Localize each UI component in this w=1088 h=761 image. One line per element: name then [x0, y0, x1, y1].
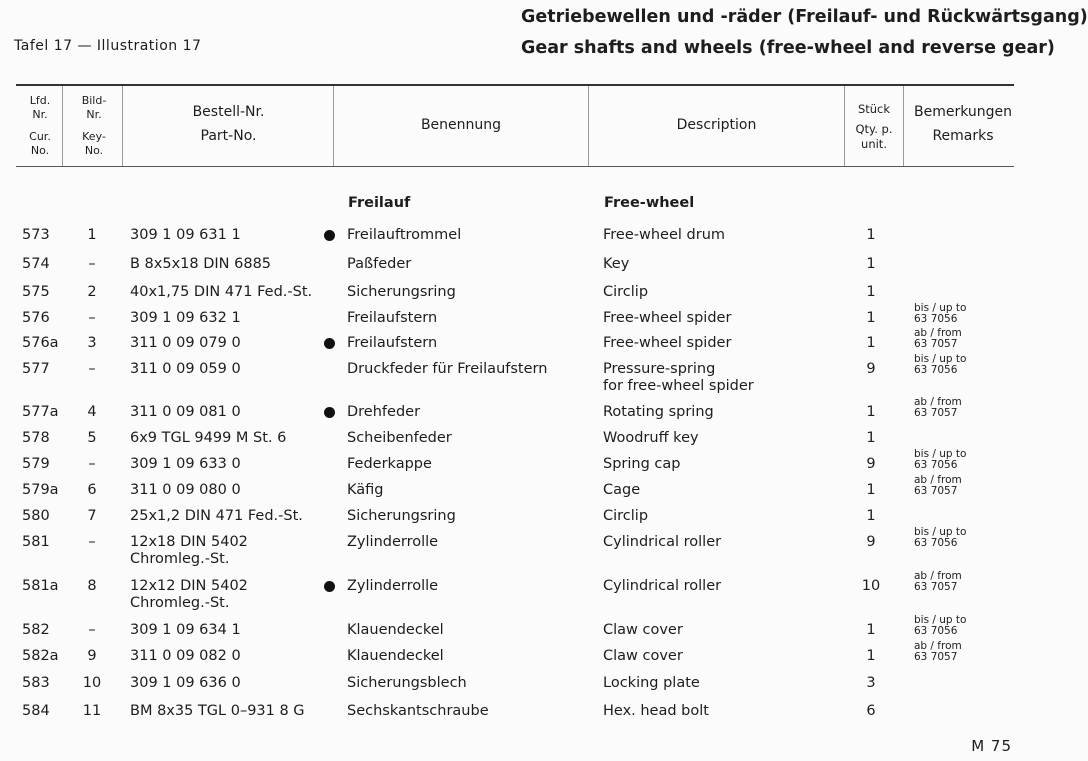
row-qty: 1	[866, 284, 876, 300]
row-benennung: Freilaufstern	[347, 335, 438, 351]
row-qty: 1	[866, 256, 876, 272]
row-key-no: 1	[87, 227, 97, 243]
row-key-no: –	[88, 534, 96, 550]
row-remark-line2: 63 7056	[914, 313, 958, 325]
row-remark-line1: ab / from	[914, 474, 962, 486]
row-remark-line1: bis / up to	[914, 353, 967, 365]
page-title-de: Getriebewellen und -räder (Freilauf- und Rückwärtsgang)	[521, 7, 1088, 27]
row-description: Cage	[603, 482, 641, 498]
row-description-line2: for free-wheel spider	[603, 378, 754, 394]
tafel-label: Tafel 17 — Illustration 17	[14, 38, 202, 54]
row-description: Claw cover	[603, 648, 683, 664]
new-part-dot-icon	[324, 230, 335, 241]
row-key-no: 2	[87, 284, 97, 300]
row-cur-no: 577a	[22, 404, 59, 420]
row-cur-no: 583	[22, 675, 50, 691]
row-benennung: Paßfeder	[347, 256, 412, 272]
row-part-no: 309 1 09 636 0	[130, 675, 241, 691]
row-remark-line2: 63 7056	[914, 625, 958, 637]
row-key-no: –	[88, 361, 96, 377]
row-key-no: 10	[82, 675, 102, 691]
col-header-lfd: Lfd. Nr. Cur. No.	[29, 94, 51, 157]
row-description: Free-wheel drum	[603, 227, 726, 243]
row-part-no: 309 1 09 632 1	[130, 310, 241, 326]
row-benennung: Scheibenfeder	[347, 430, 452, 446]
row-cur-no: 579	[22, 456, 50, 472]
row-qty: 6	[866, 703, 876, 719]
col-header-benennung: Benennung	[420, 117, 502, 133]
new-part-dot-icon	[324, 407, 335, 418]
col-header-bestell: Bestell-Nr. Part-No.	[192, 104, 265, 144]
row-benennung: Zylinderrolle	[347, 534, 439, 550]
row-benennung: Käfig	[347, 482, 384, 498]
row-part-no: 309 1 09 633 0	[130, 456, 241, 472]
row-part-no-line2: Chromleg.-St.	[130, 595, 230, 611]
row-cur-no: 576	[22, 310, 50, 326]
row-benennung: Sechskantschraube	[347, 703, 489, 719]
row-key-no: 6	[87, 482, 97, 498]
row-remark-line1: ab / from	[914, 327, 962, 339]
row-qty: 1	[866, 335, 876, 351]
row-remark-line2: 63 7057	[914, 485, 958, 497]
row-qty: 1	[866, 508, 876, 524]
section-title-de: Freilauf	[348, 195, 411, 211]
row-qty: 1	[866, 622, 876, 638]
row-remark-line2: 63 7057	[914, 338, 958, 350]
row-description: Locking plate	[603, 675, 700, 691]
row-qty: 1	[866, 482, 876, 498]
row-qty: 9	[866, 361, 876, 377]
row-remark-line1: bis / up to	[914, 302, 967, 314]
row-benennung: Druckfeder für Freilaufstern	[347, 361, 548, 377]
row-remark-line1: ab / from	[914, 570, 962, 582]
row-qty: 3	[866, 675, 876, 691]
row-cur-no: 574	[22, 256, 50, 272]
row-part-no: 6x9 TGL 9499 M St. 6	[130, 430, 287, 446]
row-cur-no: 584	[22, 703, 50, 719]
new-part-dot-icon	[324, 338, 335, 349]
col-divider	[62, 86, 63, 166]
row-benennung: Federkappe	[347, 456, 432, 472]
row-key-no: –	[88, 310, 96, 326]
row-description: Cylindrical roller	[603, 534, 722, 550]
col-header-description: Description	[676, 117, 757, 133]
row-benennung: Sicherungsblech	[347, 675, 467, 691]
row-key-no: 3	[87, 335, 97, 351]
row-description: Circlip	[603, 284, 649, 300]
row-qty: 9	[866, 534, 876, 550]
page-title-en: Gear shafts and wheels (free-wheel and reverse gear)	[521, 38, 1055, 58]
row-benennung: Klauendeckel	[347, 622, 444, 638]
row-part-no: 311 0 09 080 0	[130, 482, 241, 498]
row-key-no: 11	[82, 703, 102, 719]
row-part-no: 309 1 09 634 1	[130, 622, 241, 638]
row-description: Claw cover	[603, 622, 683, 638]
row-key-no: –	[88, 256, 96, 272]
row-cur-no: 575	[22, 284, 50, 300]
row-part-no: 309 1 09 631 1	[130, 227, 241, 243]
new-part-dot-icon	[324, 581, 335, 592]
row-benennung: Drehfeder	[347, 404, 421, 420]
row-qty: 1	[866, 404, 876, 420]
row-description: Free-wheel spider	[603, 335, 732, 351]
page-number: M 75	[971, 737, 1012, 755]
row-cur-no: 581	[22, 534, 50, 550]
col-header-remarks: Bemerkungen Remarks	[913, 104, 1013, 144]
row-part-no: 40x1,75 DIN 471 Fed.-St.	[130, 284, 313, 300]
row-qty: 1	[866, 227, 876, 243]
row-part-no: 311 0 09 079 0	[130, 335, 241, 351]
row-part-no: 311 0 09 081 0	[130, 404, 241, 420]
row-remark-line1: bis / up to	[914, 614, 967, 626]
row-remark-line2: 63 7056	[914, 537, 958, 549]
row-benennung: Freilaufstern	[347, 310, 438, 326]
row-benennung: Zylinderrolle	[347, 578, 439, 594]
row-part-no: 311 0 09 082 0	[130, 648, 241, 664]
row-remark-line2: 63 7057	[914, 407, 958, 419]
row-cur-no: 582	[22, 622, 50, 638]
row-cur-no: 581a	[22, 578, 59, 594]
row-remark-line2: 63 7057	[914, 651, 958, 663]
row-description: Spring cap	[603, 456, 681, 472]
row-remark-line1: ab / from	[914, 396, 962, 408]
row-description: Circlip	[603, 508, 649, 524]
row-benennung: Sicherungsring	[347, 284, 456, 300]
row-key-no: 9	[87, 648, 97, 664]
row-qty: 1	[866, 430, 876, 446]
row-remark-line1: bis / up to	[914, 526, 967, 538]
header-bottom-rule	[16, 166, 1014, 167]
row-description: Pressure-spring	[603, 361, 716, 377]
row-cur-no: 577	[22, 361, 50, 377]
row-cur-no: 576a	[22, 335, 59, 351]
row-part-no: 12x12 DIN 5402	[130, 578, 248, 594]
row-remark-line2: 63 7056	[914, 459, 958, 471]
row-key-no: –	[88, 622, 96, 638]
row-key-no: 7	[87, 508, 97, 524]
row-description: Rotating spring	[603, 404, 714, 420]
row-qty: 1	[866, 310, 876, 326]
row-key-no: 8	[87, 578, 97, 594]
header-top-rule	[16, 84, 1014, 86]
row-benennung: Freilauftrommel	[347, 227, 462, 243]
row-benennung: Sicherungsring	[347, 508, 456, 524]
row-part-no: BM 8x35 TGL 0–931 8 G	[130, 703, 305, 719]
row-cur-no: 579a	[22, 482, 59, 498]
row-part-no: 311 0 09 059 0	[130, 361, 241, 377]
section-title-en: Free-wheel	[604, 195, 695, 211]
row-key-no: 5	[87, 430, 97, 446]
row-cur-no: 582a	[22, 648, 59, 664]
col-header-stueck: Stück Qty. p. unit.	[855, 102, 893, 151]
row-cur-no: 573	[22, 227, 50, 243]
row-part-no: 12x18 DIN 5402	[130, 534, 248, 550]
col-divider	[122, 86, 123, 166]
row-cur-no: 578	[22, 430, 50, 446]
row-remark-line2: 63 7057	[914, 581, 958, 593]
row-part-no: B 8x5x18 DIN 6885	[130, 256, 272, 272]
row-qty: 9	[866, 456, 876, 472]
row-qty: 1	[866, 648, 876, 664]
row-qty: 10	[861, 578, 881, 594]
row-part-no: 25x1,2 DIN 471 Fed.-St.	[130, 508, 303, 524]
row-cur-no: 580	[22, 508, 50, 524]
row-remark-line1: ab / from	[914, 640, 962, 652]
row-description: Cylindrical roller	[603, 578, 722, 594]
row-part-no-line2: Chromleg.-St.	[130, 551, 230, 567]
row-description: Key	[603, 256, 630, 272]
row-key-no: 4	[87, 404, 97, 420]
col-header-bild: Bild- Nr. Key- No.	[81, 94, 107, 157]
row-description: Woodruff key	[603, 430, 699, 446]
row-remark-line1: bis / up to	[914, 448, 967, 460]
row-key-no: –	[88, 456, 96, 472]
row-remark-line2: 63 7056	[914, 364, 958, 376]
row-description: Free-wheel spider	[603, 310, 732, 326]
row-benennung: Klauendeckel	[347, 648, 444, 664]
row-description: Hex. head bolt	[603, 703, 709, 719]
